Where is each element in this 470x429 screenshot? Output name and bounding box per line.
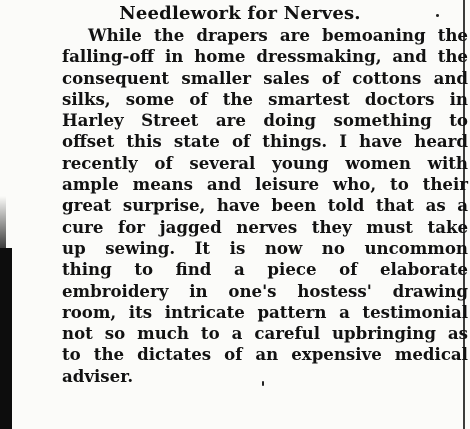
article-line: offset this state of things. I have heard — [62, 131, 468, 152]
article-line: to the dictates of an expensive medical — [62, 344, 468, 365]
article-line: adviser. — [62, 365, 134, 386]
article-line: embroidery in one's hostess' drawing — [62, 280, 468, 301]
article-line: great surprise, have been told that as a — [62, 195, 468, 216]
article-line: not so much to a careful upbringing as — [62, 323, 468, 344]
scan-edge-shadow — [0, 196, 6, 250]
article-line: silks, some of the smartest doctors in — [62, 88, 468, 109]
article-line: falling-off in home dressmaking, and the — [62, 46, 468, 67]
article-headline: Needlework for Nerves. — [119, 3, 361, 24]
article-line: While the drapers are bemoaning the — [88, 25, 468, 45]
article-line: room, its intricate pattern a testimonial — [62, 301, 468, 322]
article-body — [62, 25, 468, 387]
article-line: thing to find a piece of elaborate — [62, 259, 468, 280]
article-line: ample means and leisure who, to their — [62, 174, 468, 195]
article-line: consequent smaller sales of cottons and — [62, 67, 468, 88]
article-line: recently of several young women with — [62, 152, 468, 173]
article-line: up sewing. It is now no uncommon — [62, 237, 468, 258]
article-line: Harley Street are doing something to — [62, 110, 468, 131]
scan-edge — [0, 248, 12, 429]
article-line: cure for jagged nerves they must take — [62, 216, 468, 237]
